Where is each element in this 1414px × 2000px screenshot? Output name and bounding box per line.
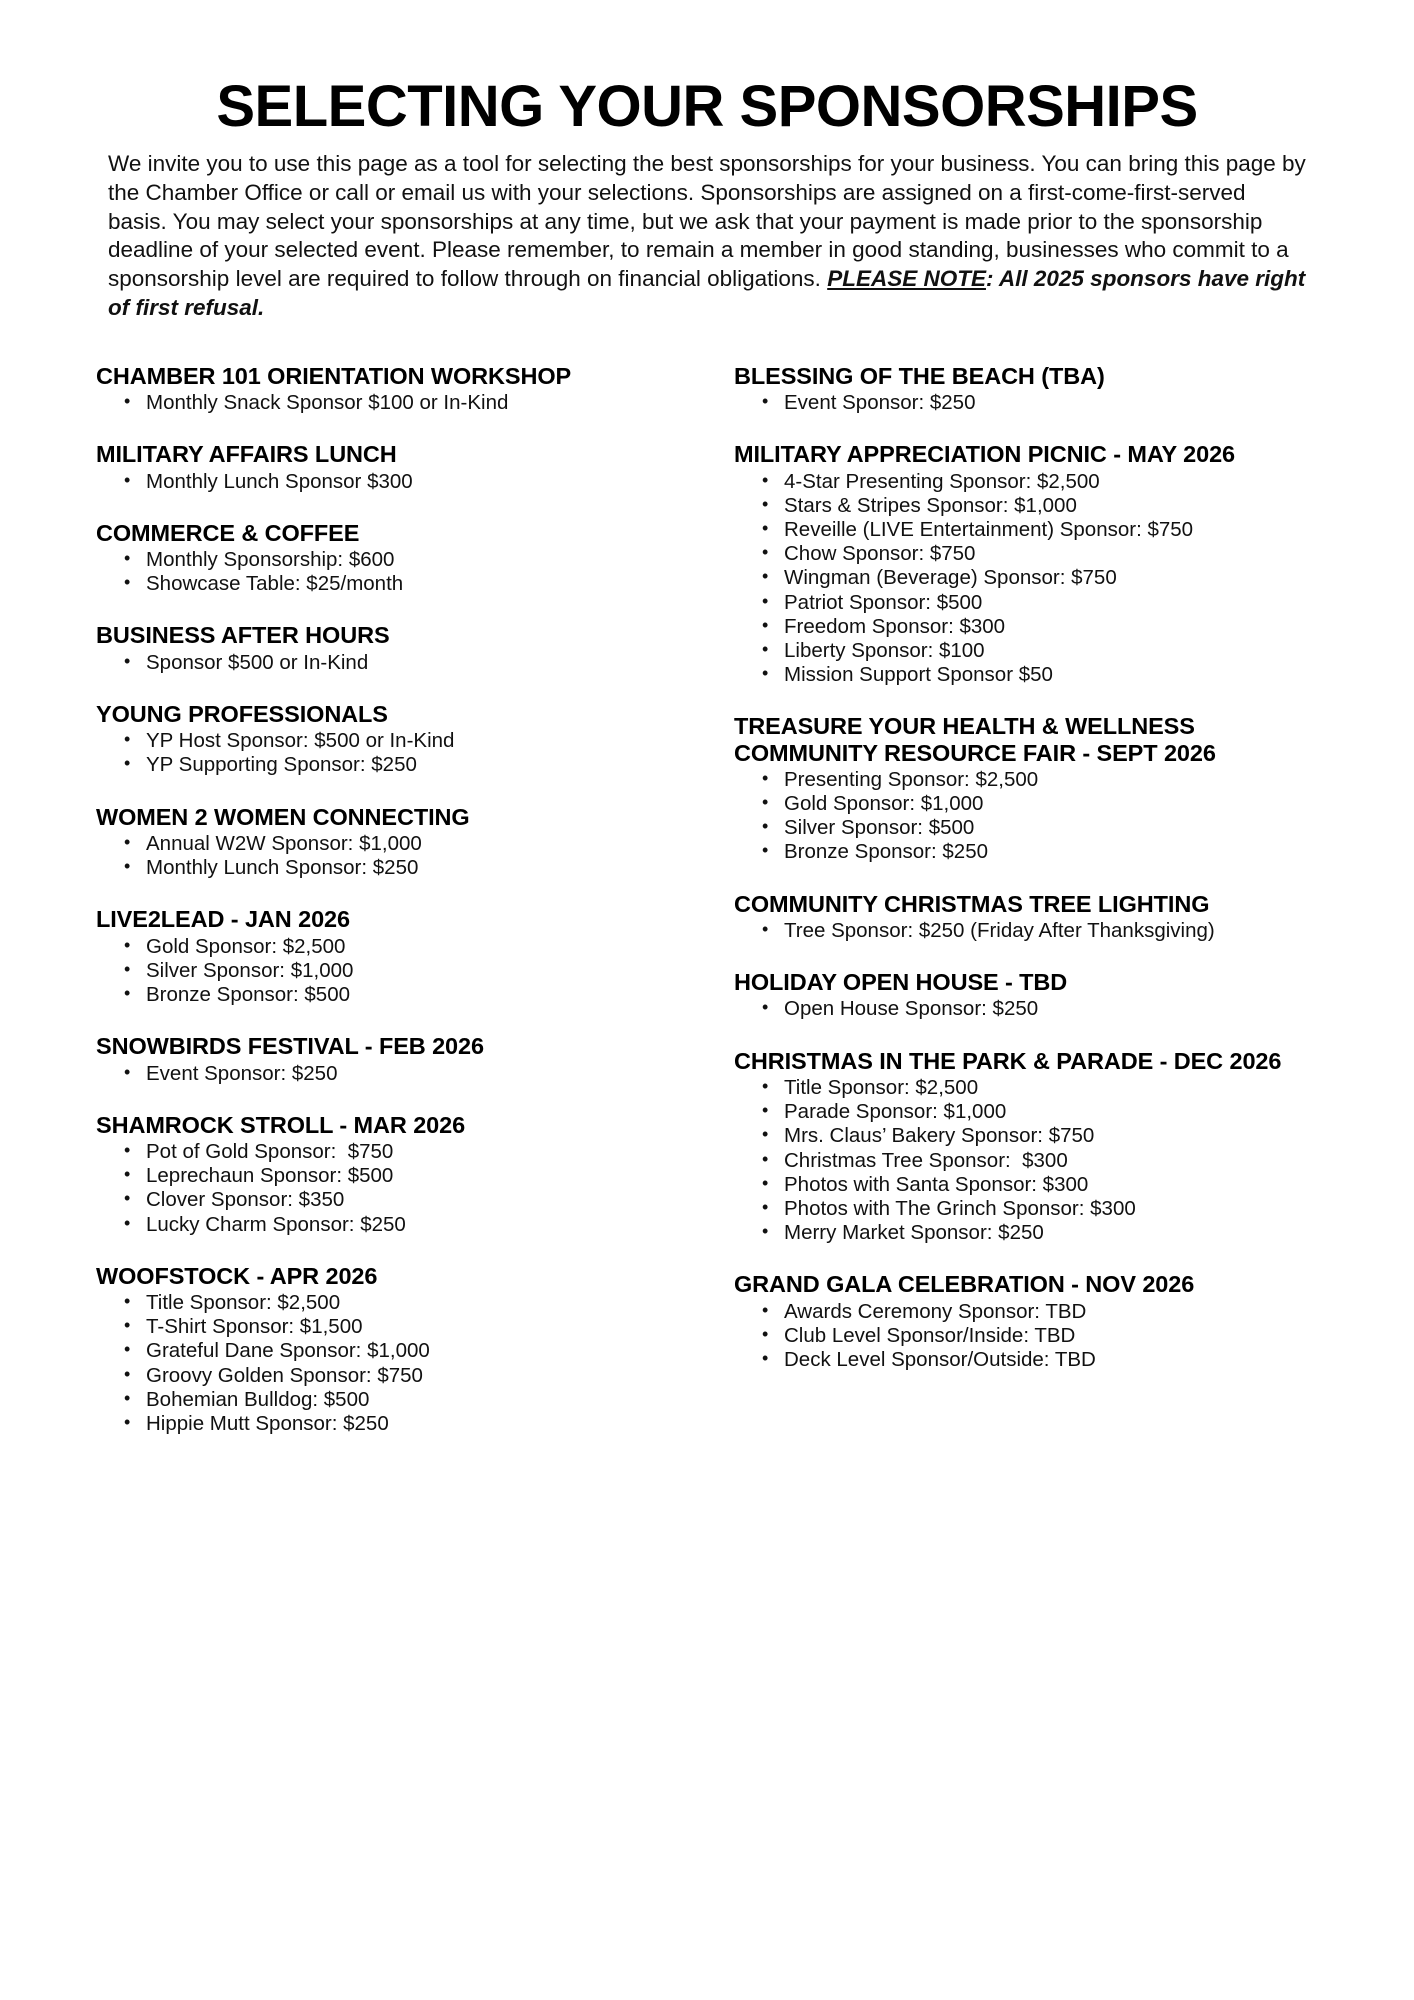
sponsorship-list — [96, 832, 684, 880]
sponsorship-item: • YP Supporting Sponsor: $250 — [122, 753, 684, 777]
sponsorship-item: • Title Sponsor: $2,500 — [760, 1076, 1322, 1100]
section-heading: TREASURE YOUR HEALTH & WELLNESS COMMUNITY RESOURCE FAIR - SEPT 2026 — [734, 713, 1216, 766]
sponsorship-section-holiday-open-house-tbd — [734, 969, 1322, 1022]
section-heading: LIVE2LEAD - JAN 2026 — [96, 906, 350, 933]
sponsorship-section-snowbirds-festival-feb-2026 — [96, 1033, 684, 1086]
sponsorship-list — [96, 470, 684, 494]
sponsorship-section-christmas-in-the-park-parade-dec-2026 — [734, 1048, 1322, 1246]
section-heading: GRAND GALA CELEBRATION - NOV 2026 — [734, 1271, 1195, 1298]
right-column — [722, 363, 1322, 1372]
intro-body: We invite you to use this page as a tool for selecting the best sponsorships for your business. You can bring this page by the Chamber Office or call or email us with your selections. Sponsorships are assigned on a first-come-first-served basis. You may select your sponsorships at any time, but we ask that your payment is made prior to the sponsorship deadline of your selected event. Please remember, to remain a member in good standing, businesses who commit to a sponsorship level are required to follow through on financial obligations. — [108, 151, 1306, 292]
sponsorship-item: • Groovy Golden Sponsor: $750 — [122, 1364, 684, 1388]
sponsorship-list — [734, 997, 1322, 1021]
sponsorship-item: • Pot of Gold Sponsor: $750 — [122, 1140, 684, 1164]
sponsorship-list — [96, 1291, 684, 1436]
page-title: SELECTING YOUR SPONSORSHIPS — [216, 74, 1198, 139]
sponsorship-item: • Gold Sponsor: $1,000 — [760, 792, 1322, 816]
sponsorship-list — [96, 651, 684, 675]
sponsorship-section-treasure-your-health-wellness-community-resource — [734, 713, 1322, 864]
sponsorship-item: • Awards Ceremony Sponsor: TBD — [760, 1300, 1322, 1324]
section-heading: WOMEN 2 WOMEN CONNECTING — [96, 803, 470, 830]
section-heading: MILITARY AFFAIRS LUNCH — [96, 441, 397, 468]
sponsorship-item: • Mission Support Sponsor $50 — [760, 663, 1322, 687]
sponsorship-item: • Patriot Sponsor: $500 — [760, 591, 1322, 615]
sponsorship-item: • Club Level Sponsor/Inside: TBD — [760, 1324, 1322, 1348]
sponsorship-item: • Chow Sponsor: $750 — [760, 542, 1322, 566]
sponsorship-item: • Mrs. Claus’ Bakery Sponsor: $750 — [760, 1124, 1322, 1148]
sponsorship-item: • T-Shirt Sponsor: $1,500 — [122, 1315, 684, 1339]
sponsorship-item: • 4-Star Presenting Sponsor: $2,500 — [760, 470, 1322, 494]
sponsorship-section-military-affairs-lunch — [96, 441, 684, 494]
left-column — [96, 363, 684, 1436]
sponsorship-list — [96, 1062, 684, 1086]
sponsorship-item: • Lucky Charm Sponsor: $250 — [122, 1213, 684, 1237]
sponsorship-item: • Tree Sponsor: $250 (Friday After Thanksgiving) — [760, 919, 1322, 943]
sponsorship-columns — [0, 323, 1414, 1436]
sponsorship-item: • Stars & Stripes Sponsor: $1,000 — [760, 494, 1322, 518]
sponsorship-list — [734, 470, 1322, 688]
sponsorship-item: • Reveille (LIVE Entertainment) Sponsor: $750 — [760, 518, 1322, 542]
sponsorship-item: • Presenting Sponsor: $2,500 — [760, 768, 1322, 792]
section-heading: BUSINESS AFTER HOURS — [96, 622, 390, 649]
sponsorship-item: • Photos with Santa Sponsor: $300 — [760, 1173, 1322, 1197]
sponsorship-section-business-after-hours — [96, 622, 684, 675]
sponsorship-list — [96, 548, 684, 596]
sponsorship-list — [96, 935, 684, 1008]
section-heading: COMMUNITY CHRISTMAS TREE LIGHTING — [734, 890, 1210, 917]
sponsorship-item: • Monthly Lunch Sponsor: $250 — [122, 856, 684, 880]
section-heading: SHAMROCK STROLL - MAR 2026 — [96, 1111, 466, 1138]
intro-note-text: : All 2025 sponsors have right of first refusal. — [108, 266, 1306, 320]
sponsorship-section-chamber-101-orientation-workshop — [96, 363, 684, 416]
sponsorship-section-grand-gala-celebration-nov-2026 — [734, 1271, 1322, 1372]
intro-paragraph — [0, 136, 1414, 323]
sponsorship-item: • Sponsor $500 or In-Kind — [122, 651, 684, 675]
sponsorship-item: • Freedom Sponsor: $300 — [760, 615, 1322, 639]
sponsorship-item: • Wingman (Beverage) Sponsor: $750 — [760, 566, 1322, 590]
sponsorship-item: • Parade Sponsor: $1,000 — [760, 1100, 1322, 1124]
sponsorship-item: • Title Sponsor: $2,500 — [122, 1291, 684, 1315]
sponsorship-item: • Deck Level Sponsor/Outside: TBD — [760, 1348, 1322, 1372]
sponsorship-section-commerce-coffee — [96, 520, 684, 597]
sponsorship-list — [96, 391, 684, 415]
sponsorship-list — [734, 768, 1322, 865]
sponsorship-item: • Christmas Tree Sponsor: $300 — [760, 1149, 1322, 1173]
sponsorship-list — [734, 919, 1322, 943]
sponsorship-item: • Annual W2W Sponsor: $1,000 — [122, 832, 684, 856]
sponsorship-list — [96, 729, 684, 777]
sponsorship-item: • Silver Sponsor: $500 — [760, 816, 1322, 840]
section-heading: WOOFSTOCK - APR 2026 — [96, 1262, 378, 1289]
sponsorship-item: • Monthly Sponsorship: $600 — [122, 548, 684, 572]
sponsorship-list — [96, 1140, 684, 1237]
sponsorship-section-shamrock-stroll-mar-2026 — [96, 1112, 684, 1237]
sponsorship-section-community-christmas-tree-lighting — [734, 891, 1322, 944]
sponsorship-item: • Event Sponsor: $250 — [760, 391, 1322, 415]
sponsorship-item: • Clover Sponsor: $350 — [122, 1188, 684, 1212]
sponsorship-list — [734, 1076, 1322, 1245]
sponsorship-item: • Grateful Dane Sponsor: $1,000 — [122, 1339, 684, 1363]
sponsorship-section-military-appreciation-picnic-may-2026 — [734, 441, 1322, 687]
sponsorship-item: • Bronze Sponsor: $250 — [760, 840, 1322, 864]
sponsorship-list — [734, 391, 1322, 415]
sponsorship-section-young-professionals — [96, 701, 684, 778]
sponsorship-item: • Photos with The Grinch Sponsor: $300 — [760, 1197, 1322, 1221]
sponsorship-item: • Merry Market Sponsor: $250 — [760, 1221, 1322, 1245]
sponsorship-section-woofstock-apr-2026 — [96, 1263, 684, 1436]
section-heading: YOUNG PROFESSIONALS — [96, 700, 388, 727]
sponsorship-item: • Bohemian Bulldog: $500 — [122, 1388, 684, 1412]
section-heading: CHAMBER 101 ORIENTATION WORKSHOP — [96, 362, 572, 389]
sponsorship-item: • Leprechaun Sponsor: $500 — [122, 1164, 684, 1188]
sponsorship-item: • Liberty Sponsor: $100 — [760, 639, 1322, 663]
sponsorship-item: • Monthly Snack Sponsor $100 or In-Kind — [122, 391, 684, 415]
sponsorship-section-live2lead-jan-2026 — [96, 906, 684, 1007]
sponsorship-item: • Event Sponsor: $250 — [122, 1062, 684, 1086]
section-heading: HOLIDAY OPEN HOUSE - TBD — [734, 969, 1068, 996]
section-heading: MILITARY APPRECIATION PICNIC - MAY 2026 — [734, 441, 1236, 468]
sponsorship-item: • Hippie Mutt Sponsor: $250 — [122, 1412, 684, 1436]
intro-note-label: PLEASE NOTE — [827, 266, 986, 292]
section-heading: CHRISTMAS IN THE PARK & PARADE - DEC 2026 — [734, 1047, 1282, 1074]
section-heading: COMMERCE & COFFEE — [96, 519, 360, 546]
sponsorship-item: • Bronze Sponsor: $500 — [122, 983, 684, 1007]
sponsorship-section-women-2-women-connecting — [96, 804, 684, 881]
sponsorship-item: • Open House Sponsor: $250 — [760, 997, 1322, 1021]
sponsorship-item: • Monthly Lunch Sponsor $300 — [122, 470, 684, 494]
section-heading: SNOWBIRDS FESTIVAL - FEB 2026 — [96, 1033, 484, 1060]
section-heading: BLESSING OF THE BEACH (TBA) — [734, 362, 1105, 389]
sponsorship-section-blessing-of-the-beach-tba — [734, 363, 1322, 416]
sponsorship-list — [734, 1300, 1322, 1373]
sponsorship-item: • Showcase Table: $25/month — [122, 572, 684, 596]
sponsorship-item: • YP Host Sponsor: $500 or In-Kind — [122, 729, 684, 753]
sponsorship-item: • Gold Sponsor: $2,500 — [122, 935, 684, 959]
sponsorship-item: • Silver Sponsor: $1,000 — [122, 959, 684, 983]
